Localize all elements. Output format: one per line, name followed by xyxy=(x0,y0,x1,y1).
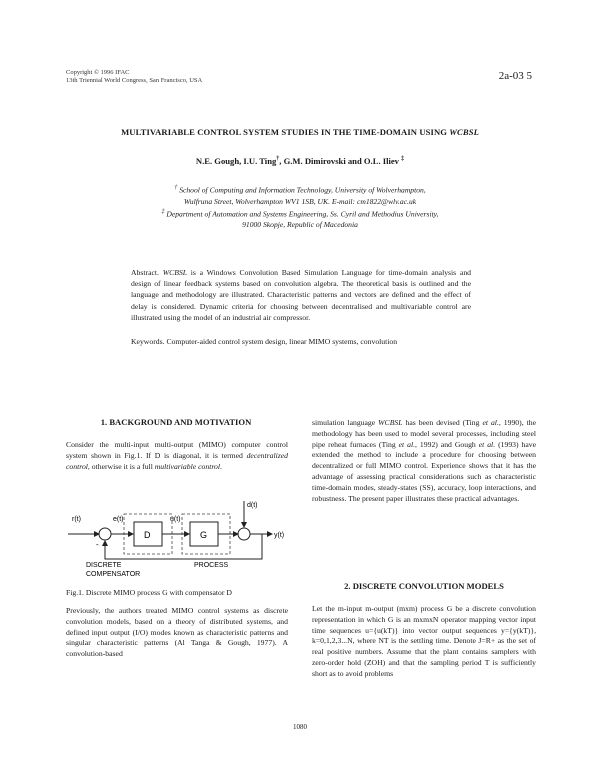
authors-part-1: N.E. Gough, I.U. Ting xyxy=(195,156,277,166)
author-dagger-mark: † xyxy=(276,156,280,163)
compensator-label-line-1: DISCRETE xyxy=(86,562,122,569)
p1-text-a: Consider the multi-input multi-output (MIMO) computer control system shown in Fig.1. If D is diagonal, it is termed xyxy=(66,440,288,460)
p1-text-c: . xyxy=(220,461,222,471)
affiliation-line-2: Wulfruna Street, Wolverhampton WV1 1SB, UK. E-mail: cm1822@wlv.ac.uk xyxy=(183,196,417,206)
title-wcbsl: WCBSL xyxy=(449,127,479,137)
figure-1-caption: Fig.1. Discrete MIMO process G with compensator D xyxy=(66,588,232,597)
copyright-line-2: 13th Triennial World Congress, San Francisco, USA xyxy=(66,77,203,84)
section-1-paragraph-2: Previously, the authors treated MIMO control systems as discrete convolution models, based on a theory of distributed systems, and defined input output (I/O) modes known as characteristic patterns and singular characteristic patterns (Al Tanga & Gough, 1977). A convolution-based xyxy=(66,606,288,659)
p3-italic-wcbsl: WCBSL xyxy=(378,418,403,427)
affil-line1-text: School of Computing and Information Technology, University of Wolverhampton, xyxy=(177,185,426,195)
signal-u-label: u(t) xyxy=(170,516,181,523)
column-2-paragraph xyxy=(312,418,536,504)
p1-text-b: , otherwise it is a full xyxy=(87,461,155,471)
p3-italic-etal-1: et al. xyxy=(482,418,499,427)
affil-line3-text: Department of Automation and Systems Engineering, Ss. Cyril and Methodius University, xyxy=(164,209,439,219)
signal-e-label: e(t) xyxy=(113,516,124,523)
process-label: PROCESS xyxy=(194,562,229,569)
p3-text-c: , 1990), the methodology has been used to model several processes, including steel pipe reheat furnaces (Ting xyxy=(312,418,536,449)
p1-italic-decentralized: decentralized control xyxy=(66,450,288,471)
affiliations xyxy=(120,183,480,230)
abstract-text: is a Windows Convolution Based Simulation Language for time-domain analysis and design of linear feedback systems based on convolution algebra. The theoretical basis is outlined and the language and methodology are illustrated. Characteristic patterns and vectors are defined and the effect of delay is considered. Dynamic criteria for choosing between decentralised and multivariable control are illustrated using the model of an industrial air compressor. xyxy=(131,268,472,322)
keywords-label: Keywords. xyxy=(131,337,165,346)
title-text: MULTIVARIABLE CONTROL SYSTEM STUDIES IN THE TIME-DOMAIN USING xyxy=(121,127,450,137)
author-list xyxy=(0,156,600,166)
p1-italic-multivariable: multivariable control xyxy=(154,461,221,471)
section-2-paragraph: Let the m-input m-output (mxm) process G be a discrete convolution representation in which G is an mxmxN operator mapping vector input time sequences u={u(kT)} into vector output sequences y={y(kT)}, k=0,1,2,3...N, where NT is the settling time. Denote J=R+ as the set of real positive numbers. Assume that the plant contains samplers with zero-order hold (ZOH) and that the sampling period T is sufficiently short as to avoid problems xyxy=(312,604,536,678)
abstract-label: Abstract. xyxy=(131,268,159,277)
authors-part-2: , G.M. Dimirovski and O.L. Iliev xyxy=(279,156,399,166)
affil-dagger-mark: † xyxy=(174,185,178,191)
copyright-line-1: Copyright © 1996 IFAC xyxy=(66,69,130,76)
block-G-label: G xyxy=(200,530,208,540)
feedback-path xyxy=(105,534,262,559)
p3-text-e: (1993) have extended the method to include a procedure for choosing between decentralized or full MIMO control. Experience shows that it has the advantage of assessing practical considerations such as characteristic time-domain modes, steady-states (SS), accuracy, loop interactions, and robustness. The present paper illustrates these practical advantages. xyxy=(312,439,537,503)
abstract xyxy=(131,267,471,323)
abstract-wcbsl: WCBSL xyxy=(162,268,188,277)
signal-r-label: r(t) xyxy=(72,516,81,523)
signal-d-label: d(t) xyxy=(247,502,258,509)
p3-text-b: has been devised (Ting xyxy=(402,418,483,427)
page-code: 2a-03 5 xyxy=(498,70,532,82)
input-summing-junction xyxy=(99,528,111,540)
compensator-label-line-2: COMPENSATOR xyxy=(86,571,141,578)
affiliation-line-4: 91000 Skopje, Republic of Macedonia xyxy=(242,220,358,230)
affiliation-line-1 xyxy=(120,183,480,196)
keywords-text: Computer-aided control system design, linear MIMO systems, convolution xyxy=(164,337,398,346)
affil-double-dagger-mark: ‡ xyxy=(161,208,165,215)
paper-title xyxy=(0,127,600,137)
affiliation-line-3 xyxy=(120,207,480,220)
negative-feedback-sign: - xyxy=(96,540,99,549)
p3-italic-etal-2: et al. xyxy=(398,439,416,449)
block-D-label: D xyxy=(144,530,151,540)
author-double-dagger-mark: ‡ xyxy=(401,156,405,163)
copyright-notice xyxy=(66,69,202,85)
section-2-heading: 2. DISCRETE CONVOLUTION MODELS xyxy=(344,581,504,591)
section-1-paragraph-1 xyxy=(66,440,288,472)
p3-text-a: simulation language xyxy=(312,418,379,427)
p3-text-d: , 1992) and Gough xyxy=(415,439,479,449)
figure-1-block-diagram xyxy=(66,497,296,579)
section-1-heading: 1. BACKGROUND AND MOTIVATION xyxy=(100,417,252,427)
page-number: 1080 xyxy=(293,723,307,731)
p3-italic-etal-3: et al. xyxy=(478,439,496,449)
output-summing-junction xyxy=(238,528,250,540)
signal-y-label: y(t) xyxy=(274,532,285,539)
keywords xyxy=(131,337,471,346)
